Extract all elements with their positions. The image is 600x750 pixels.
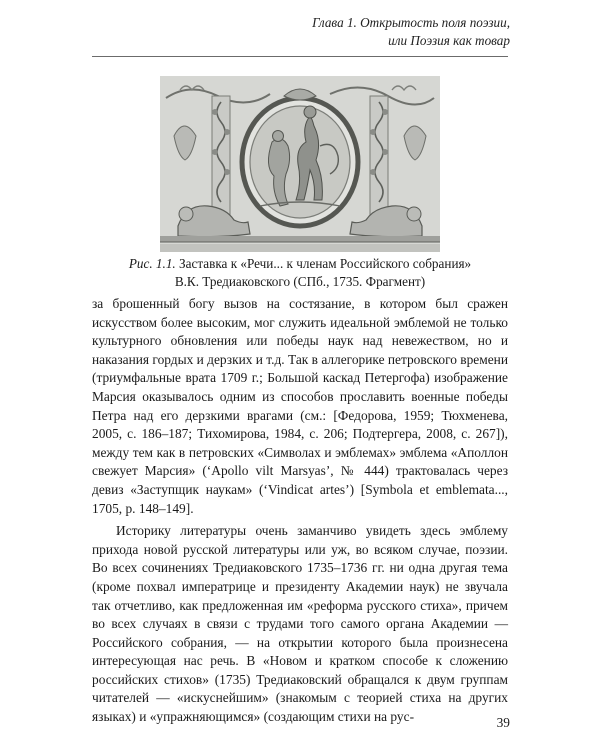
caption-line-2: В.К. Тредиаковского (СПб., 1735. Фрагмент): [174, 274, 426, 289]
main-text: [92, 295, 508, 727]
caption-line-1: [92, 255, 508, 273]
paragraph-1: за брошенный богу вызов на состязание, в котором был сражен искусством более высоким, мог служить идеальной эмблемой не только культурного обновления или победы наук над невежеством, но и наказания гордых и дерзких и т.д. Так в аллегорике петровского времени (триумфальные врата 1709 г.; Большой каскад Петергофа) изображение Марсия оказывалось одним из способов прославить военные победы Петра над его дерзкими врагами (см.: [Федорова, 1959; Тюхменева, 2005, с. 186–187; Тихомирова, 1984, с. 206; Подтергера, 2008, с. 267]), между тем как в петровских «Символах и эмблемах» эмблема «Аполлон свежует Марсия» (‘Apollo vilt Marsyas’, № 444) трактовалась через девиз «Заступщик наукам» (‘Vindicat artes’) [Symbola et emblemata..., 1705, p. 148–149].: [92, 296, 508, 516]
running-head-line-2: или Поэзия как товар: [388, 33, 510, 48]
running-head-line-1: Глава 1. Открытость поля поэзии,: [312, 15, 510, 30]
figure-caption: [92, 255, 508, 291]
engraving-illustration: [160, 76, 440, 252]
engraving-drawing: [160, 76, 440, 252]
paragraph-2: Историку литературы очень заманчиво увидеть здесь эмблему прихода новой русской литературы или уж, во всяком случае, поэзии. Во всех сочинениях Тредиаковского 1735–1736 гг. ни одна другая тема (кроме похвал императрице и президенту Академии наук) не звучала так отчетливо, как предложенная им «реформа русского стиха», причем во всех случаях в связи с трудами того самого органа Академии — Российского собрания, — на открытии которого была произнесена интересующая нас речь. В «Новом и кратком способе к сложению российских стихов» (1735) Тредиаковский обращался к двум группам читателей — «искуснейшим» (знакомым с теорией стиха на других языках) и «упражняющимся» (создающим стихи на рус-: [92, 523, 508, 725]
figure-label: Рис. 1.1.: [128, 256, 176, 271]
running-head: [312, 14, 510, 50]
caption-text-1: Заставка к «Речи... к членам Российского собрания»: [179, 256, 472, 271]
page-number: 39: [496, 715, 510, 730]
header-rule: [92, 56, 508, 57]
